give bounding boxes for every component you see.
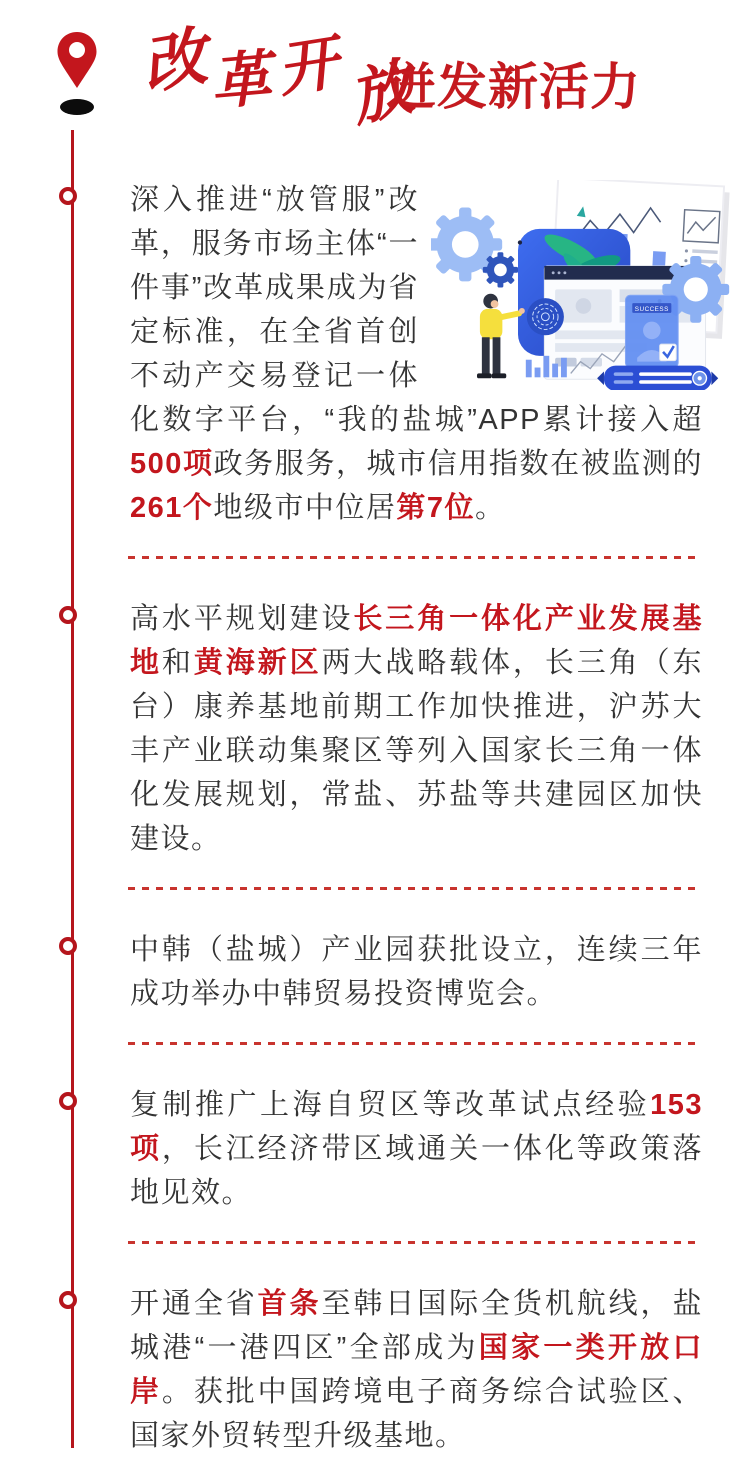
person-figure	[477, 294, 525, 378]
calligraphy-char: 放	[342, 49, 421, 136]
timeline-node	[59, 1291, 77, 1309]
timeline-item-2	[0, 597, 751, 861]
highlight-text: 500项	[130, 448, 214, 480]
paragraph	[130, 1083, 703, 1215]
id-card	[625, 295, 678, 367]
body-text: 政务服务，城市信用指数在被监测的	[213, 448, 703, 480]
body-text: 至韩日国际全货机航线，盐城港“一港四区”全部成为	[130, 1288, 703, 1364]
ribbon-banner	[597, 366, 718, 390]
calligraphy-char: 改	[136, 18, 213, 104]
dashed-divider	[128, 1241, 701, 1244]
gear-icon-small	[483, 252, 518, 287]
calligraphy-char: 开	[272, 27, 344, 107]
paragraph	[130, 597, 703, 861]
timeline-node	[59, 606, 77, 624]
location-pin-icon	[53, 28, 101, 129]
dashed-divider	[128, 887, 701, 890]
highlight-text: 首条	[257, 1288, 322, 1320]
tech-illustration	[431, 180, 731, 390]
highlight-text: 261个	[130, 492, 214, 524]
body-text: ，长江经济带区域通关一体化等政策落地见效。	[130, 1133, 703, 1209]
body-text: 。	[475, 492, 506, 524]
timeline-item-4	[0, 1083, 751, 1215]
timeline-node	[59, 187, 77, 205]
highlight-text: 国家一类开放口岸	[130, 1332, 703, 1408]
success-label: SUCCESS	[634, 305, 669, 313]
timeline-item-1	[0, 178, 751, 530]
checkbox-icon	[660, 344, 677, 361]
highlight-text: 第7位	[396, 492, 476, 524]
timeline-node	[59, 937, 77, 955]
paragraph	[130, 928, 703, 1016]
body-text: 。获批中国跨境电子商务综合试验区、国家外贸转型升级基地。	[130, 1376, 703, 1452]
fingerprint-icon	[527, 298, 564, 335]
framed-chart-icon	[683, 210, 720, 243]
timeline-item-5	[0, 1282, 751, 1458]
calligraphy-title	[136, 18, 421, 136]
highlight-text: 长三角一体化产业发展基地	[130, 603, 703, 679]
timeline	[0, 178, 751, 1458]
body-text: 和	[161, 647, 194, 679]
paragraph	[130, 178, 703, 530]
body-text: 开通全省	[130, 1288, 258, 1320]
body-text: 地级市中位居	[213, 492, 397, 524]
header	[0, 0, 751, 150]
timeline-node	[59, 1092, 77, 1110]
body-text: 高水平规划建设	[130, 603, 354, 635]
paragraph	[130, 1282, 703, 1458]
timeline-item-3	[0, 928, 751, 1016]
body-text: 中韩（盐城）产业园获批设立，连续三年成功举办中韩贸易投资博览会。	[130, 934, 703, 1010]
dashed-divider	[128, 1042, 701, 1045]
dashed-divider	[128, 556, 701, 559]
body-text: 两大战略载体，长三角（东台）康养基地前期工作加快推进，沪苏大丰产业联动集聚区等列入国家长三角一体化发展规划，常盐、苏盐等共建园区加快建设。	[130, 647, 703, 855]
calligraphy-char: 革	[207, 43, 274, 119]
dot-decoration	[518, 240, 522, 244]
pin-shadow-ellipse	[60, 99, 94, 115]
body-text: 深入推进“放管服”改革，服务市场主体“一件事”改革成果成为省定标准，在全省首创不动产交易登记一体化数字平台，“我的盐城”APP累计接入超	[130, 184, 703, 436]
highlight-text: 153项	[130, 1089, 703, 1165]
body-text: 复制推广上海自贸区等改革试点经验	[130, 1089, 651, 1121]
highlight-text: 黄海新区	[193, 647, 322, 679]
page-title: 迸发新活力	[386, 59, 641, 115]
